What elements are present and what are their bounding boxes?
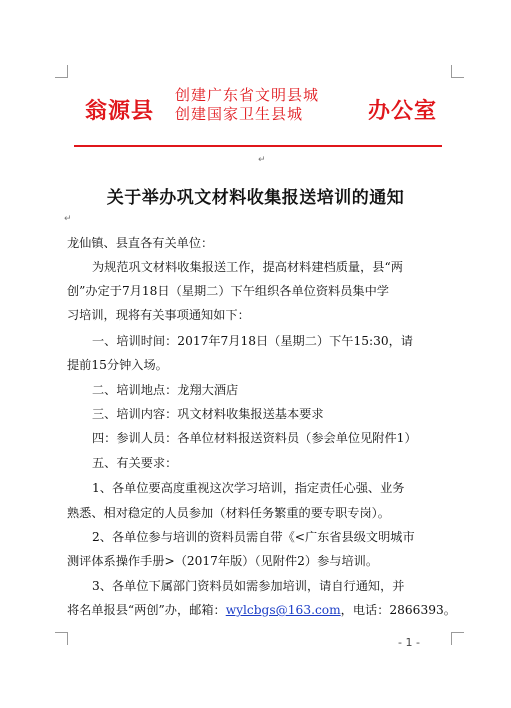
item-time-line-1: 一、培训时间：2017年7月18日（星期二）下午15:30，请 xyxy=(92,334,413,348)
requirement-3-line-1: 3、各单位下属部门资料员如需参加培训，请自行通知，并 xyxy=(92,579,405,593)
requirement-3-prefix: 将名单报县“两创”办，邮箱： xyxy=(67,603,226,617)
org-name-left: 翁源县 xyxy=(85,98,155,124)
org-name-right: 办公室 xyxy=(368,98,438,124)
item-place: 二、培训地点：龙翔大酒店 xyxy=(92,383,239,397)
paragraph-mark: ↵ xyxy=(64,214,72,224)
page-number: - 1 - xyxy=(398,636,420,649)
requirement-2-line-1: 2、各单位参与培训的资料员需自带《<广东省县级文明城市 xyxy=(92,530,415,544)
crop-mark-bottom-left xyxy=(55,632,68,645)
paragraph-mark: ↵ xyxy=(258,155,266,165)
letterhead xyxy=(78,84,448,128)
intro-line-3: 习培训，现将有关事项通知如下： xyxy=(67,308,250,322)
campaign-slogans xyxy=(175,86,319,124)
requirement-2-line-2: 测评体系操作手册>（2017年版）（见附件2）参与培训。 xyxy=(67,554,379,568)
letterhead-red-rule xyxy=(74,145,442,147)
item-content: 三、培训内容：巩文材料收集报送基本要求 xyxy=(92,407,324,421)
requirement-3-line-2 xyxy=(67,599,456,623)
campaign-line-2: 创建国家卫生县城 xyxy=(175,105,304,123)
crop-mark-top-right xyxy=(451,65,464,78)
salutation: 龙仙镇、县直各有关单位： xyxy=(67,236,214,250)
campaign-line-1: 创建广东省文明县城 xyxy=(175,86,320,104)
intro-line-2: 创”办定于7月18日（星期二）下午组织各单位资料员集中学 xyxy=(67,284,389,298)
requirement-3-suffix: ，电话：2866393。 xyxy=(340,603,456,617)
requirement-1-line-1: 1、各单位要高度重视这次学习培训，指定责任心强、业务 xyxy=(92,481,405,495)
document-title: 关于举办巩文材料收集报送培训的通知 xyxy=(106,188,405,208)
item-time-line-2: 提前15分钟入场。 xyxy=(67,358,168,372)
email-link[interactable]: wylcbgs@163.com xyxy=(225,603,341,617)
crop-mark-top-left xyxy=(55,65,68,78)
requirement-1-line-2: 熟悉、相对稳定的人员参加（材料任务繁重的要专职专岗）。 xyxy=(67,506,390,520)
crop-mark-bottom-right xyxy=(451,632,464,645)
item-attendees: 四：参训人员：各单位材料报送资料员（参会单位见附件1） xyxy=(92,431,417,445)
intro-line-1: 为规范巩文材料收集报送工作，提高材料建档质量，县“两 xyxy=(92,260,403,274)
requirements-heading: 五、有关要求： xyxy=(92,456,178,470)
